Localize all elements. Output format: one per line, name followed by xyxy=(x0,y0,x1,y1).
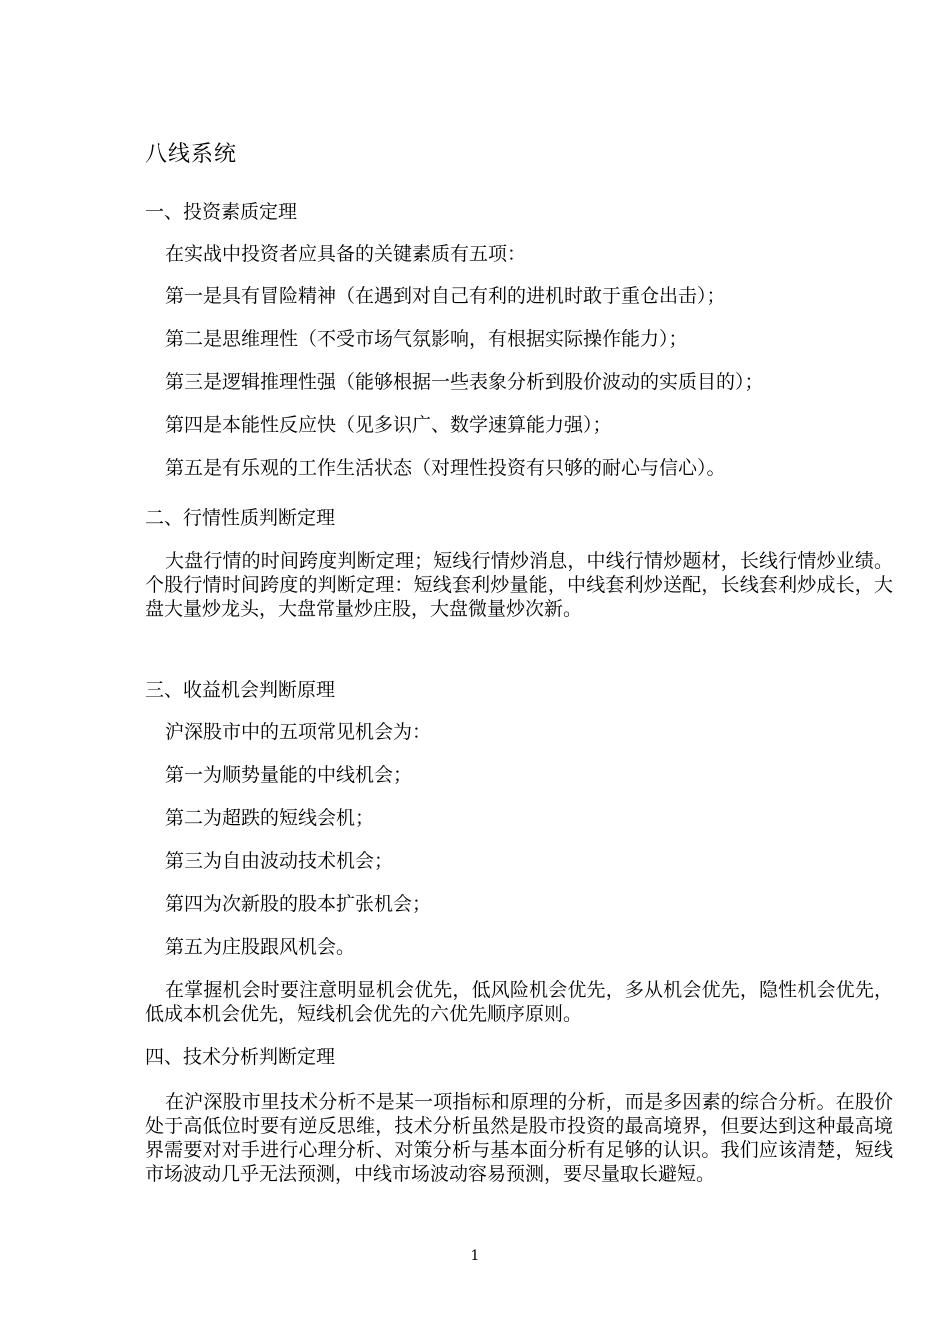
section-1-intro: 在实战中投资者应具备的关键素质有五项： xyxy=(165,243,527,265)
section-1-item-3: 第三是逻辑推理性强（能够根据一些表象分析到股价波动的实质目的）； xyxy=(165,371,764,393)
section-2-heading: 二、行情性质判断定理 xyxy=(145,507,336,529)
section-3-heading: 三、收益机会判断原理 xyxy=(145,679,336,701)
document-title: 八线系统 xyxy=(145,142,238,167)
section-1-item-5: 第五是有乐观的工作生活状态（对理性投资有只够的耐心与信心）。 xyxy=(165,457,726,479)
section-4-paragraph: 在沪深股市里技术分析不是某一项指标和原理的分析，而是多因素的综合分析。在股价处于高低位时要有逆反思维，技术分析虽然是股市投资的最高境界，但要达到这种最高境界需要对对手进行心理分析、对策分析与基本面分析有足够的认识。我们应该清楚，短线市场波动几乎无法预测，中线市场波动容易预测，要尽量取长避短。 xyxy=(145,1091,893,1185)
page-number: 1 xyxy=(470,1248,480,1264)
section-1-heading: 一、投资素质定理 xyxy=(145,201,298,223)
section-3-item-5: 第五为庄股跟风机会。 xyxy=(165,936,356,958)
section-3-item-4: 第四为次新股的股本扩张机会； xyxy=(165,893,432,915)
section-4-heading: 四、技术分析判断定理 xyxy=(145,1046,336,1068)
section-3-intro: 沪深股市中的五项常见机会为： xyxy=(165,721,432,743)
section-1-item-4: 第四是本能性反应快（见多识广、数学速算能力强）； xyxy=(165,414,612,436)
section-3-item-1: 第一为顺势量能的中线机会； xyxy=(165,764,413,786)
section-2-paragraph: 大盘行情的时间跨度判断定理；短线行情炒消息，中线行情炒题材，长线行情炒业绩。个股行情时间跨度的判断定理：短线套利炒量能，中线套利炒送配，长线套利炒成长，大盘大量炒龙头，大盘常量炒庄股，大盘微量炒次新。 xyxy=(145,550,893,620)
section-3-item-2: 第二为超跌的短线会机； xyxy=(165,807,375,829)
section-1-item-2: 第二是思维理性（不受市场气氛影响，有根据实际操作能力）； xyxy=(165,328,688,350)
section-3-paragraph: 在掌握机会时要注意明显机会优先，低风险机会优先，多从机会优先，隐性机会优先，低成本机会优先，短线机会优先的六优先顺序原则。 xyxy=(145,979,893,1025)
section-3-item-3: 第三为自由波动技术机会； xyxy=(165,850,394,872)
section-1-item-1: 第一是具有冒险精神（在遇到对自己有利的进机时敢于重仓出击）； xyxy=(165,285,726,307)
